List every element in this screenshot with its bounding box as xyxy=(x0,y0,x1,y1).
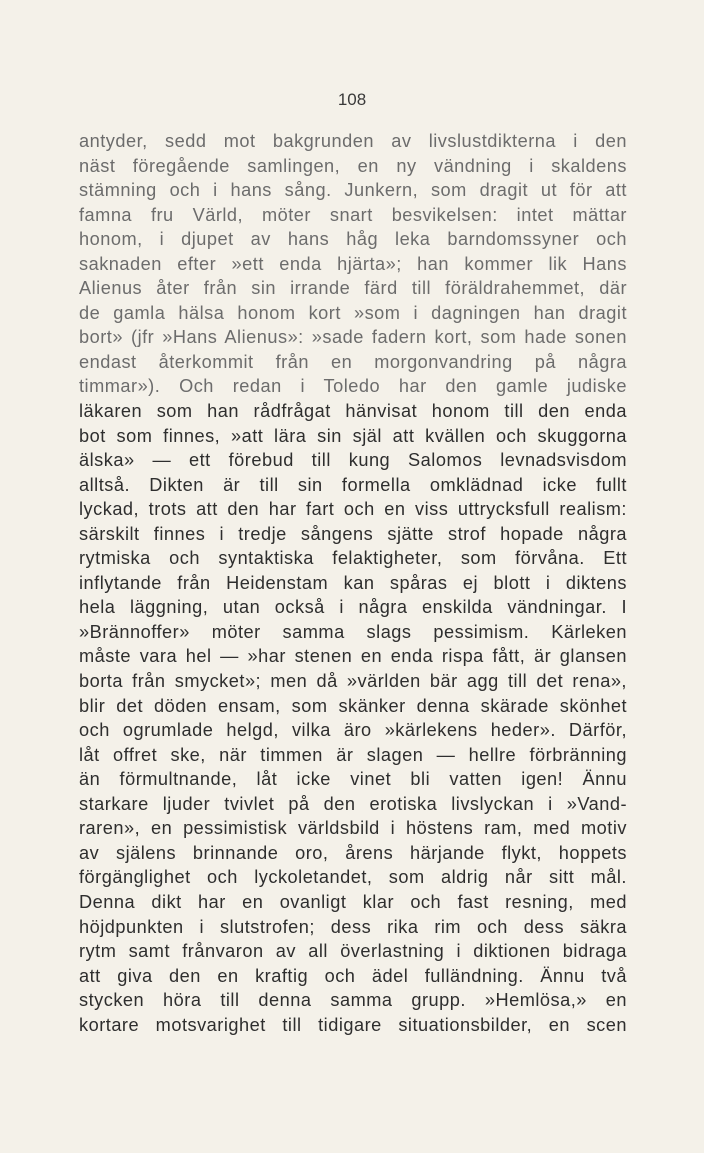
text-line: Denna dikt har en ovanligt klar och fast resning, med xyxy=(79,891,627,912)
text-line: höjdpunkten i slutstrofen; dess rika rim och dess säkra xyxy=(79,916,627,937)
text-line: av själens brinnande oro, årens härjande flykt, hoppets xyxy=(79,842,627,863)
text-line: läkaren som han rådfrågat hänvisat honom till den enda xyxy=(79,401,627,422)
text-line: stycken höra till denna samma grupp. »Hemlösa,» en xyxy=(79,990,627,1011)
text-line: alltså. Dikten är till sin formella omklädnad icke fullt xyxy=(79,474,627,495)
text-line: saknaden efter »ett enda hjärta»; han kommer lik Hans xyxy=(79,253,627,274)
text-line: raren», en pessimistisk världsbild i höstens ram, med motiv xyxy=(79,818,627,839)
text-line: borta från smycket»; men då »världen bär agg till det rena», xyxy=(79,671,627,692)
text-line: inflytande från Heidenstam kan spåras ej blott i diktens xyxy=(79,572,627,593)
text-line: starkare ljuder tvivlet på den erotiska livslyckan i »Vand- xyxy=(79,793,627,814)
body-text xyxy=(79,129,627,1037)
text-line: bot som finnes, »att lära sin själ att kvällen och skuggorna xyxy=(79,425,627,446)
text-line: hela läggning, utan också i några enskilda vändningar. I xyxy=(79,597,627,618)
text-line: näst föregående samlingen, en ny vändning i skaldens xyxy=(79,155,627,176)
text-line: blir det döden ensam, som skänker denna skärade skönhet xyxy=(79,695,627,716)
text-line: Alienus åter från sin irrande färd till föräldrahemmet, där xyxy=(79,278,627,299)
text-line: låt offret ske, när timmen är slagen — hellre förbränning xyxy=(79,744,627,765)
text-line: »Brännoffer» möter samma slags pessimism. Kärleken xyxy=(79,621,627,642)
text-line: stämning och i hans sång. Junkern, som dragit ut för att xyxy=(79,180,627,201)
text-line: rytmiska och syntaktiska felaktigheter, som förvåna. Ett xyxy=(79,548,627,569)
text-line: antyder, sedd mot bakgrunden av livslustdikterna i den xyxy=(79,131,627,151)
text-line: timmar»). Och redan i Toledo har den gamle judiske xyxy=(79,376,627,397)
text-line: älska» — ett förebud till kung Salomos levnadsvisdom xyxy=(79,450,627,471)
text-line: rytm samt frånvaron av all överlastning i diktionen bidraga xyxy=(79,941,627,962)
text-line: de gamla hälsa honom kort »som i dagningen han dragit xyxy=(79,302,627,323)
text-line: endast återkommit från en morgonvandring på några xyxy=(79,351,627,372)
text-line: än förmultnande, låt icke vinet bli vatten igen! Ännu xyxy=(79,769,627,790)
text-line: lyckad, trots att den har fart och en viss uttrycksfull realism: xyxy=(79,499,627,520)
text-line: famna fru Värld, möter snart besvikelsen: intet mättar xyxy=(79,204,627,225)
text-line: måste vara hel — »har stenen en enda rispa fått, är glansen xyxy=(79,646,627,667)
text-line: förgänglighet och lyckoletandet, som aldrig når sitt mål. xyxy=(79,867,627,888)
text-line: kortare motsvarighet till tidigare situationsbilder, en scen xyxy=(79,1014,627,1035)
text-line: honom, i djupet av hans håg leka barndomssyner och xyxy=(79,229,627,250)
text-line: att giva den en kraftig och ädel fulländning. Ännu två xyxy=(79,965,627,986)
text-line: och ogrumlade helgd, vilka äro »kärlekens heder». Därför, xyxy=(79,720,627,741)
text-line: bort» (jfr »Hans Alienus»: »sade fadern kort, som hade sonen xyxy=(79,327,627,348)
text-line: särskilt finnes i tredje sångens sjätte strof hopade några xyxy=(79,523,627,544)
page-number: 108 xyxy=(337,90,367,109)
